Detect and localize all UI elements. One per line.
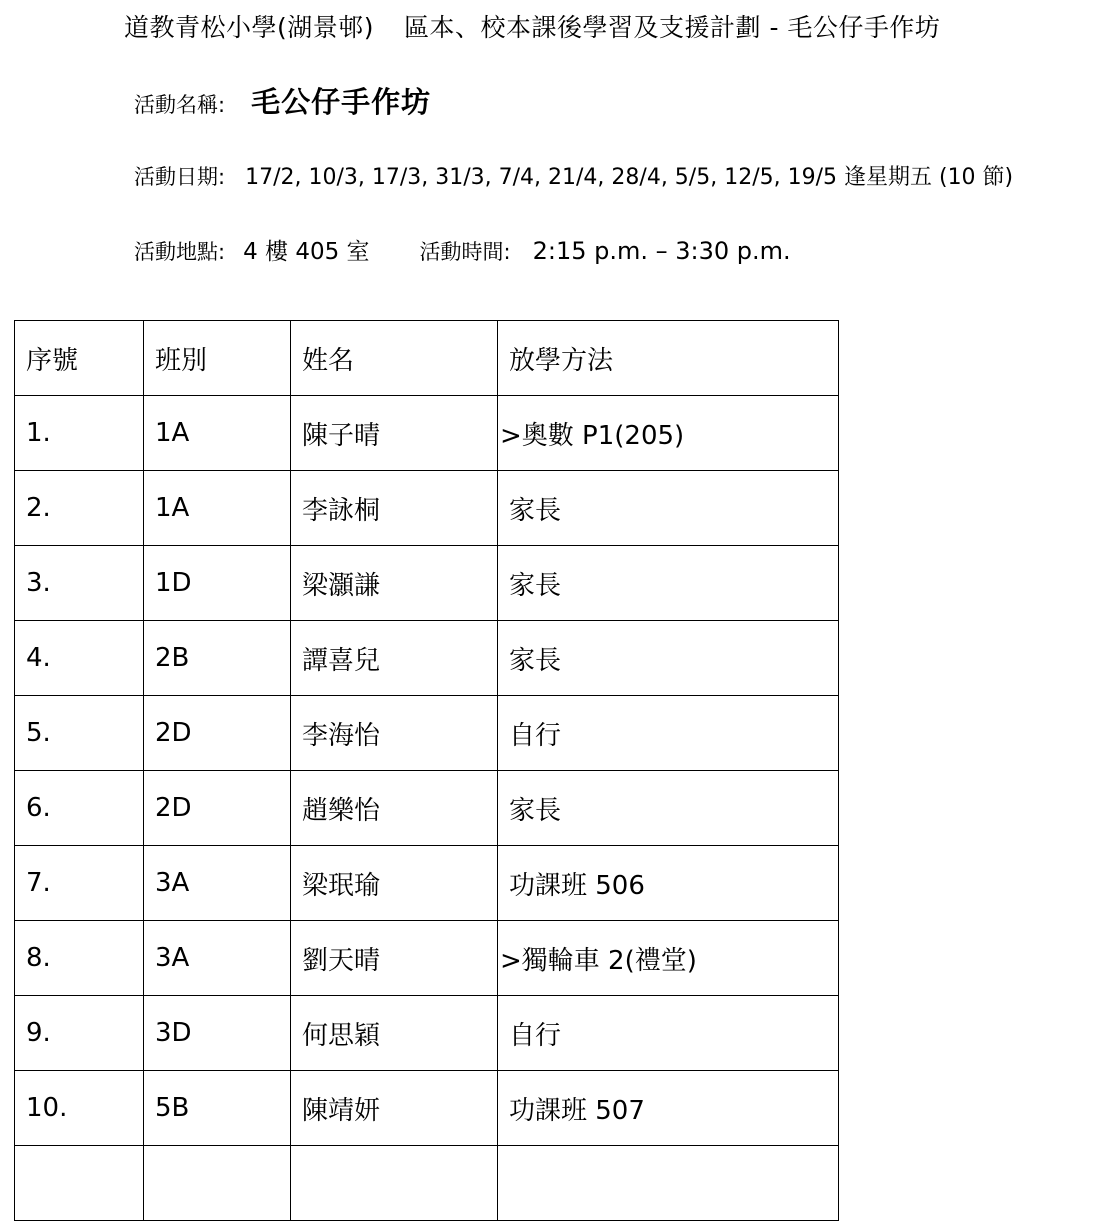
table-row	[15, 546, 839, 621]
activity-dates: 17/2, 10/3, 17/3, 31/3, 7/4, 21/4, 28/4, 5/5, 12/5, 19/5 逢星期五 (10 節)	[245, 165, 1014, 190]
row-method: 自行	[498, 996, 839, 1071]
row-name: 李海怡	[291, 696, 498, 771]
row-number: 5.	[15, 696, 144, 771]
row-class: 3A	[144, 846, 291, 921]
row-method: >奧數 P1(205)	[498, 396, 839, 471]
row-class: 3D	[144, 996, 291, 1071]
row-number: 2.	[15, 471, 144, 546]
row-method: >獨輪車 2(禮堂)	[498, 921, 839, 996]
table-header-row	[15, 321, 839, 396]
header-name: 姓名	[291, 321, 498, 396]
row-method: 家長	[498, 621, 839, 696]
row-method: 家長	[498, 546, 839, 621]
table-row	[15, 921, 839, 996]
activity-date-line	[134, 160, 1013, 191]
table-row	[15, 771, 839, 846]
row-number: 7.	[15, 846, 144, 921]
row-number: 10.	[15, 1071, 144, 1146]
table-row	[15, 1071, 839, 1146]
program-title: 區本、校本課後學習及支援計劃 - 毛公仔手作坊	[404, 13, 941, 42]
row-name: 譚喜兒	[291, 621, 498, 696]
activity-date-label: 活動日期:	[134, 165, 226, 189]
row-name: 梁灝謙	[291, 546, 498, 621]
activity-name-line	[134, 80, 431, 121]
row-class: 2D	[144, 771, 291, 846]
row-class: 3A	[144, 921, 291, 996]
table-row	[15, 471, 839, 546]
table-row	[15, 621, 839, 696]
row-class: 1D	[144, 546, 291, 621]
document-header	[124, 8, 940, 44]
row-method: 家長	[498, 471, 839, 546]
row-name: 陳靖妍	[291, 1071, 498, 1146]
row-name: 趙樂怡	[291, 771, 498, 846]
row-number: 6.	[15, 771, 144, 846]
table-row	[15, 696, 839, 771]
activity-place-line	[134, 233, 791, 266]
row-name: 陳子晴	[291, 396, 498, 471]
row-name: 梁珉瑜	[291, 846, 498, 921]
row-name: 李詠桐	[291, 471, 498, 546]
table-row	[15, 396, 839, 471]
table-row	[15, 846, 839, 921]
activity-time-label: 活動時間:	[419, 240, 511, 264]
table-row-partial	[15, 1146, 839, 1221]
row-method: 自行	[498, 696, 839, 771]
row-class: 1A	[144, 396, 291, 471]
student-roster-table	[14, 320, 839, 1221]
row-name: 劉天晴	[291, 921, 498, 996]
activity-name-label: 活動名稱:	[134, 93, 226, 117]
row-method: 功課班 507	[498, 1071, 839, 1146]
row-name: 何思穎	[291, 996, 498, 1071]
row-number: 8.	[15, 921, 144, 996]
school-name: 道教青松小學(湖景邨)	[124, 13, 375, 42]
header-dismissal-method: 放學方法	[498, 321, 839, 396]
row-number: 1.	[15, 396, 144, 471]
header-class: 班別	[144, 321, 291, 396]
header-number: 序號	[15, 321, 144, 396]
row-class: 5B	[144, 1071, 291, 1146]
row-class: 2D	[144, 696, 291, 771]
activity-place-label: 活動地點:	[134, 240, 226, 264]
row-class: 2B	[144, 621, 291, 696]
row-class: 1A	[144, 471, 291, 546]
row-number: 4.	[15, 621, 144, 696]
row-method: 功課班 506	[498, 846, 839, 921]
activity-name: 毛公仔手作坊	[251, 85, 432, 119]
row-number: 9.	[15, 996, 144, 1071]
table-row	[15, 996, 839, 1071]
row-method: 家長	[498, 771, 839, 846]
activity-place: 4 樓 405 室	[243, 239, 370, 265]
activity-time: 2:15 p.m. – 3:30 p.m.	[532, 237, 791, 265]
row-number: 3.	[15, 546, 144, 621]
